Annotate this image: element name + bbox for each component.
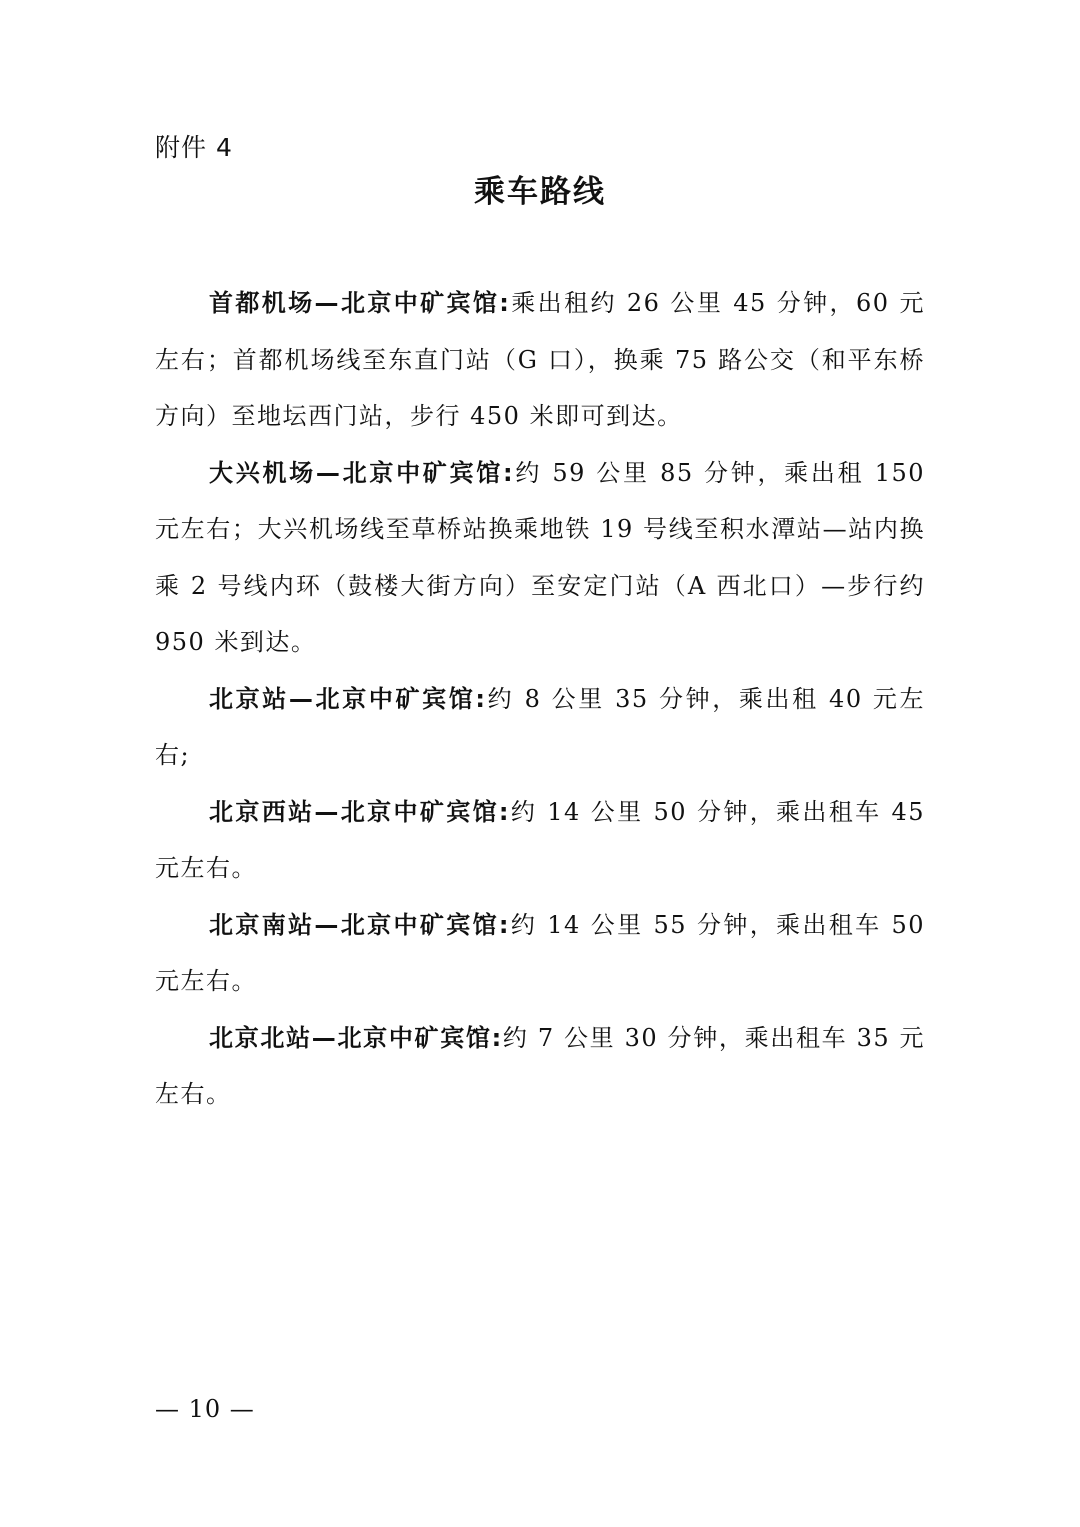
route-separator: :	[498, 910, 511, 939]
route-separator: :	[491, 1023, 503, 1052]
route-paragraph-beijing-south-station	[155, 897, 925, 1010]
route-separator: :	[475, 684, 487, 713]
route-paragraph-daxing-airport	[155, 445, 925, 671]
route-description: 约 14 公里 50 分钟，乘出租车 45 元左右。	[155, 797, 925, 882]
route-list	[155, 275, 925, 1123]
route-description: 约 59 公里 85 分钟，乘出租 150 元左右；大兴机场线至草桥站换乘地铁 19 号线至积水潭站—站内换乘 2 号线内环（鼓楼大街方向）至安定门站（A 西北口）—步行约 950 米到达。	[155, 458, 926, 656]
route-separator: :	[502, 458, 515, 487]
document-title: 乘车路线	[474, 174, 606, 210]
route-paragraph-beijing-north-station	[155, 1010, 925, 1123]
route-paragraph-capital-airport	[155, 275, 925, 445]
attachment-label: 附件 4	[155, 133, 233, 162]
route-name: 北京北站—北京中矿宾馆	[209, 1023, 492, 1052]
route-description: 乘出租约 26 公里 45 分钟，60 元左右；首都机场线至东直门站（G 口），换乘 75 路公交（和平东桥方向）至地坛西门站，步行 450 米即可到达。	[155, 289, 926, 430]
route-paragraph-beijing-west-station	[155, 784, 925, 897]
route-name: 北京站—北京中矿宾馆	[209, 684, 476, 713]
route-description: 约 7 公里 30 分钟，乘出租车 35 元左右。	[155, 1023, 926, 1108]
route-separator: :	[498, 797, 511, 826]
route-description: 约 14 公里 55 分钟，乘出租车 50 元左右。	[155, 910, 925, 995]
route-paragraph-beijing-station	[155, 671, 925, 784]
route-separator: :	[499, 289, 511, 317]
route-name: 大兴机场—北京中矿宾馆	[209, 458, 503, 487]
route-name: 首都机场—北京中矿宾馆	[209, 289, 500, 317]
route-name: 北京西站—北京中矿宾馆	[209, 797, 499, 826]
route-description: 约 8 公里 35 分钟，乘出租 40 元左右;	[155, 684, 926, 769]
page-number: — 10 —	[155, 1395, 255, 1423]
route-name: 北京南站—北京中矿宾馆	[209, 910, 499, 939]
